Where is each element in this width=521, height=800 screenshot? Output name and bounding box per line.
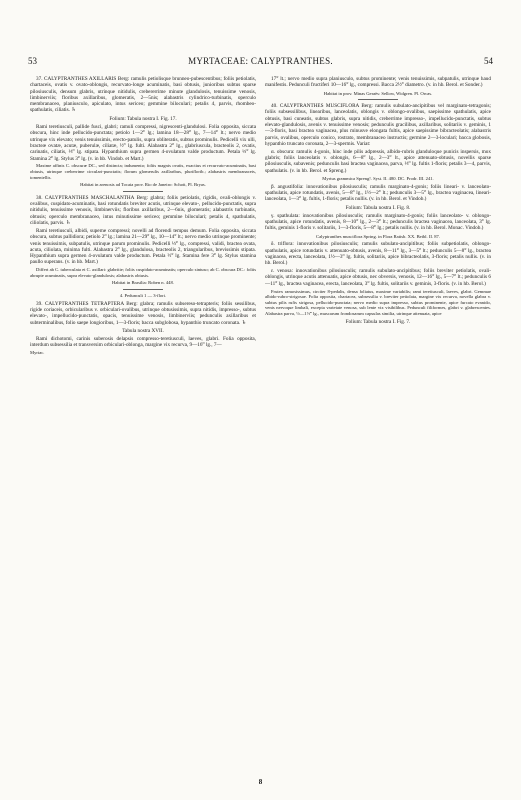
figure-reference: Tabula nostra XVII.: [122, 327, 164, 334]
habitat-line: Habitat in prov. Minas Geraës: Sellow, Widgren. Pl. Orcas.: [323, 90, 433, 96]
right-column: [265, 76, 491, 756]
section-rule: [123, 289, 163, 290]
note-paragraph: Differt ab C. tuberculata et C. axillari: glabritie; foliis cuspidato-acuminatis; operculo sintuso; ab C. obscura DC.: foliis abrupte acuminatis, supra elevato-glandulosis; alabastris obtusis.: [30, 267, 256, 278]
figure-reference: Folium: Tabula nostra I. Fig. 7.: [345, 318, 411, 325]
habitat-line: Myrtus grammica Spreng!. Syst. II. 480. DC. Prodr. III. 241.: [322, 176, 434, 182]
note-paragraph: Maxime affinis C. obscuræ DC., sed distincta; indumento; foliis magnis ovatis, exactius et recurvato-acuminatis, basi obtusis, utrinque creberrime circulari-punctatis; florum glomerulis axillaribus, pluriflorib.; alabastris membranaceis, tomentellis.: [30, 163, 256, 180]
left-column: [30, 76, 256, 756]
catchword: Myrtac.: [30, 350, 45, 356]
section-rule: [358, 99, 398, 100]
body-paragraph: 37. CALYPTRANTHES AXILLARIS Berg: ramulis petiolisque brunneo-pubescentibus; foliis petiolatis, chartaceis, ovatis v. ovato-oblongis, recurvato-longe acuminatis, basi obtusis, junioribus subtus sparse pilosiusculis, densum glabris, utrinque nitidulis, crebererrime minute glandulosis, tenuissime venosis, limbinerviis; floribus axillaribus, glomeratis, 2—5nis; alabastris cylindrico-turbinatis, operculo membranaceo, planiusculo, apiculato, intus sericeo; gemmine biloculari; petalis 4, parvis, rhombeo-spathulatis, ciliatis. ♄: [30, 76, 256, 114]
body-paragraph: Rami teretiusculi, albidi, superne compressi; novelli ad florendi tempus demum. Folia opposita, siccata obscura, subtus pallidiora; petiolo 2‴ lg.; lamina 21—29‴ lg., 10—14‴ lt.; nervo medio utrinque prominente; venis tenuissimis, subpatulis, utrinque parum prominulis. Pedicelli ⅓‴ lg., compressi, validi, bractea ovata, acuta, ciliolata, minima fulti. Alabastra 2‴ lg., glandulosa, bracteolis 2, triangularibus, brevissimis stipata. Hypanthium supra germen 4-ovulatum valde productum. Petala ½‴ lg. Stamina fere 3‴ lg. Stylus stamina paullo superans. (v. in hb. Mart.): [30, 227, 256, 266]
habitat-line: Habitat in arenosis ad Tocaia prov. Rio de Janeiro: Schott, Pl. Bryas.: [80, 182, 206, 188]
figure-reference: Folium: Tabula nostra I. Fig. 17.: [109, 115, 177, 122]
body-paragraph: 17‴ lt.; nervo medio supra planiusculo, subtus prominente; venis tenuissimis, subpatulis, utrinque haud manifestis. Pedunculi fructiferi 10—16‴ lg., compressi. Bacca 2½‴ diametro. (v. in hb. Berol. et Sonder.): [265, 76, 491, 89]
body-paragraph: γ. spathulata: innovationibus pilosiusculis; ramulis marginato-4-gonis; foliis lanceolato- v. oblongo-spathulatis, apice rotundatis, avenis, 8—10‴ lg., 2—3‴ lt.; pedunculis bractea vaginacea, lanceolata, 3‴ lg. fultis, geminis 1-floris v. solitariis, 1—3-floris, 5—8‴ lg.; petalis nullis. (v. in hb. Berol. Monac. Vindob.): [265, 212, 491, 232]
running-header: [28, 56, 493, 68]
body-paragraph: 38. CALYPTRANTHES MASCHALANTHA Berg: glabra; foliis petiolatis, rigidis, ovali-oblongis v. ovalibus, cuspidato-acuminatis, basi rotundatis breviter acutis, utrinque elevato-, pellucido-punctatis, supra nitidulis, tenuissime venosis, limbinerviis; floribus axillaribus, 2—6nis, glomeratis; alabastris turbinatis, obtusis; operculo membranaceo, intus minutissime sericeo; gemmine biloculari; petalis 4, spathulatis, ciliolatis, parvis. ♄: [30, 194, 256, 227]
body-paragraph: 40. CALYPTRANTHES MUSCIFLORA Berg: ramulis subulato-ancipitibus vel marginato-tetragonis; foliis subsessilibus, linearibus, lanceolatis, oblongis v. oblongo-ovalibus, saepissime spathulatis, apice obtusis, basi cuneatis, subtus glabris, supra nitidis, creberrime impresso-, impellucido-punctatis, subtus elevato-glandulosis, avenis v. tenuissime venosis; pedunculis gracilibus, axillaribus, solitariis v. geminis, 1—3-floris, basi bractea vaginacea, plus minusve elongata fultis, apice saepissime bibracteolatis; alabastris parvis, ovalibus, operculo conico, rostrato, membranaceo instructis; germine 2—3-loculari; bacca globosis, hypanthio truncato coronata, 2—3-spermis. Variat:: [265, 103, 491, 147]
body-paragraph: δ. triflora: innovationibus pilosiusculis; ramulis subulato-ancipitibus; foliis subpetiolatis, oblongo-spathulatis, apice rotundatis v. attenuato-obtusis, avenis, 8—11‴ lg., 3—5‴ lt.; pedunculis 5—8‴ lg., bractea vaginacea, erecta, lanceolata, 1½—3‴ lg. fultis, solitariis, apice bibracteolatis, 3-floris; petalis nullis. (v. in hb. Berol.): [265, 241, 491, 267]
habitat-line: Habitat in Brasilia: Roben n. 448.: [112, 280, 174, 286]
habitat-line: 4. Pedunculi 1 — 3-flori.: [119, 293, 167, 299]
section-rule: [123, 191, 163, 192]
body-paragraph: Rami teretiusculi, pallide fusci, glabri; ramuli compressi, nigrescenti-glandulosi. Folia opposita, siccata obscura, hinc inde pellucido-punctata; petiolo 1—2‴ lg.; lamina 18—28‴ lg., 7—14‴ lt.; nervo medio utrinque vix elevato; venis tenuissimis, erecto-patulis, supra obliteratis, subtus prominulis. Pedicelli vix ulli, bracteæ ovatæ, acutæ, puberulæ, ciliatæ, ½‴ lg. fulti. Alabastra 2‴ lg., glabriuscula, bracteolis 2, ovatis, carinatis, ciliatis, ⅓‴ lg. stipata. Hypanthium supra germen 4-ovulatum valde productum. Petala ⅓‴ lg. Stamina 2‴ lg. Stylus 3‴ lg. (v. in hb. Vindob. et Mart.): [30, 124, 256, 162]
body-paragraph: 39. CALYPTRANTHES TETRAPTERA Berg: glabra; ramulis subsereso-tetrapteris; foliis sessilibus, rigide coriaceis, orbicularibus v. orbiculari-ovalibus, utrinque obtusissimis, supra nitidis, impresso-, subtus elevato-, impellucido-punctatis, opacis, tenuissime venosis, limbinerviis; pedunculis axillaribus et subterminalibus, folio saepe longioribus, 1—3-floris; bacca subglobosa, hypanthio truncato coronata. ♄: [30, 300, 256, 326]
body-paragraph: ε. venosa: innovationibus pilosiusculis; ramulis subulato-ancipitibus; foliis breviter petiolatis, ovali-oblongis, utrinque acutis attenuatis, apice obtusis, nec obversis, venosis, 12—16‴ lg., 5—7‴ lt.; pedunculis 6—11‴ lg., bractea vaginacea, erecta, lanceolata, 3‴ lg. fultis, solitariis v. geminis, 3-floris. (v. in hb. Berol.): [265, 268, 491, 287]
habitat-line: Calyptranthes musciflora Spring. in Flora Ratisb. XX. Beibl. II. 87.: [316, 233, 440, 239]
figure-reference: Folium: Tabula nostra I. Fig. 8.: [345, 204, 411, 211]
left-page-number: 53: [28, 56, 37, 66]
body-paragraph: Rami dichotomi, carinis suberosis delapsis compresso-teretiusculi, laeves, glabri. Folia opposita, interdum subsessilia et transversim orbiculari-oblonga, margine vix recurva, 9—16‴ lg., 7—: [30, 336, 256, 349]
right-page-number: 54: [484, 56, 493, 66]
note-paragraph: Frutex ramosissimus, circiter 8-pedalis, densa foliatus, maxime variabilis; rami teretiusculi, laeves, glabri. Gemmae albido-rubro-strigosae. Folia opposita, chartacea, subsessilia v. breviter petiolata, margine vix recurva, novella glabra v. subtus pilis rufis strigosa, pellucido-punctata; nervo medio supra impresso, subtus prominente, apice furcato evanido, venis nervoque limbali, excepta varietate venosa, sub lente vix visibilibus. Pedunculi filiformes, glabri v. glabrescentes. Alabastra parva, ½—1½‴ lg., muscarum frondosarum capsulas similia, utrinque attenuata, apice: [265, 288, 491, 316]
running-title: MYRTACEAE: CALYPTRANTHES.: [188, 56, 333, 66]
body-paragraph: β. angustifolia: innovationibus pilosiusculis; ramulis marginato-4-gonis; foliis lineari- v. lanceolato-spathulatis, apice rotundatis, avenis, 5—8‴ lg., 1½—2‴ lt.; pedunculis 3—5‴ lg., bractea vaginacea, lineari-lanceolata, 1—3‴ lg. fultis, 1-floris; petalis nullis. (v. in hb. Berol. et Vindob.): [265, 183, 491, 203]
body-paragraph: α. obscura: ramulis 4-gonis, hinc inde pilis adpressis, albido-rubris glanduloque punicis inspersis, mox glabris; foliis lanceolatis v. oblongis, 6—8‴ lg., 2—3‴ lt., apice attenuato-obtusis, novellis sparse pilosiusculis, subavenis; pedunculis basi bractea vaginacea, parva, ⅓‴ lg. fultis 1-floris; petalis 3—4, parvis, spathulatis. (v. in hb. Berol. et Spreng.): [265, 148, 491, 174]
signature-number: 8: [258, 778, 263, 786]
